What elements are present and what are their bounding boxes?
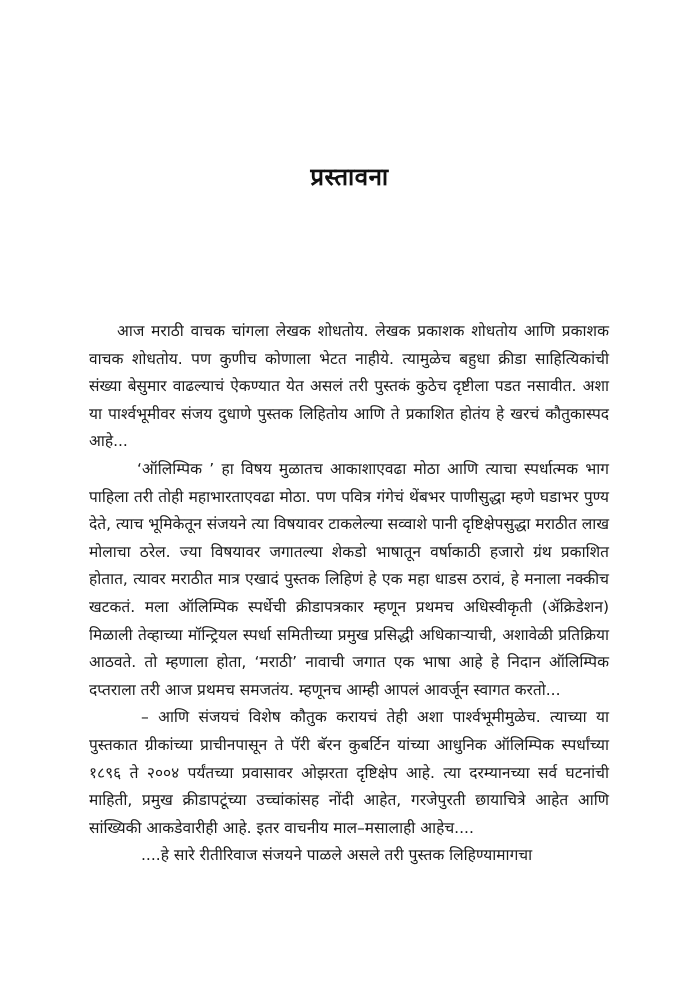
paragraph-4: ....हे सारे रीतीरिवाज संजयने पाळले असले तरी पुस्तक लिहिण्यामागचा [141, 846, 533, 865]
page-title: प्रस्तावना [310, 163, 389, 191]
paragraph-2: ‘ऑलिम्पिक ’ हा विषय मुळातच आकाशाएवढा मोठा आणि त्याचा स्पर्धात्मक भाग पाहिला तरी तोही महाभारताएवढा मोठा. पण पवित्र गंगेचं थेंबभर पाणीसुद्धा म्हणे घडाभर पुण्य देते, त्याच भूमिकेतून संजयने त्या विषयावर टाकलेल्या सव्वाशे पानी दृष्टिक्षेपसुद्धा मराठीत लाख मोलाचा ठरेल. ज्या विषयावर जगातल्या शेकडो भाषातून वर्षाकाठी हजारो ग्रंथ प्रकाशित होतात, त्यावर मराठीत मात्र एखादं पुस्तक लिहिणं हे एक महा धाडस ठरावं, हे मनाला नक्कीच खटकतं. मला ऑलिम्पिक स्पर्धेची क्रीडापत्रकार म्हणून प्रथमच अधिस्वीकृती (ॲक्रिडेशन) मिळाली तेव्हाच्या मॉन्ट्रियल स्पर्धा समितीच्या प्रमुख प्रसिद्धी अधिकाऱ्याची, अशावेळी प्रतिक्रिया आठवते. तो म्हणाला होता, ‘मराठी’ नावाची जगात एक भाषा आहे हे निदान ऑलिम्पिक दप्तराला तरी आज प्रथमच समजतंय. म्हणूनच आम्ही आपलं आवर्जून स्वागत करतो... [89, 459, 609, 699]
paragraph-1: आज मराठी वाचक चांगला लेखक शोधतोय. लेखक प्रकाशक शोधतोय आणि प्रकाशक वाचक शोधतोय. पण कुणीच कोणाला भेटत नाहीये. त्यामुळेच बहुधा क्रीडा साहित्यिकांची संख्या बेसुमार वाढल्याचं ऐकण्यात येत असलं तरी पुस्तकं कुठेच दृष्टीला पडत नसावीत. अशा या पार्श्वभूमीवर संजय दुधाणे पुस्तक लिहितोय आणि ते प्रकाशित होतंय हे खरचं कौतुकास्पद आहे... [89, 322, 609, 451]
body-text [89, 318, 609, 870]
paragraph-3: – आणि संजयचं विशेष कौतुक करायचं तेही अशा पार्श्वभूमीमुळेच. त्याच्या या पुस्तकात ग्रीकांच्या प्राचीनपासून ते पॅरी बॅरन कुबर्टिन यांच्या आधुनिक ऑलिम्पिक स्पर्धांच्या १८९६ ते २००४ पर्यंतच्या प्रवासावर ओझरता दृष्टिक्षेप आहे. त्या दरम्यानच्या सर्व घटनांची माहिती, प्रमुख क्रीडापटूंच्या उच्चांकांसह नोंदी आहेत, गरजेपुरती छायाचित्रे आहेत आणि सांख्यिकी आकडेवारीही आहे. इतर वाचनीय माल–मसालाही आहेच.... [89, 708, 609, 837]
